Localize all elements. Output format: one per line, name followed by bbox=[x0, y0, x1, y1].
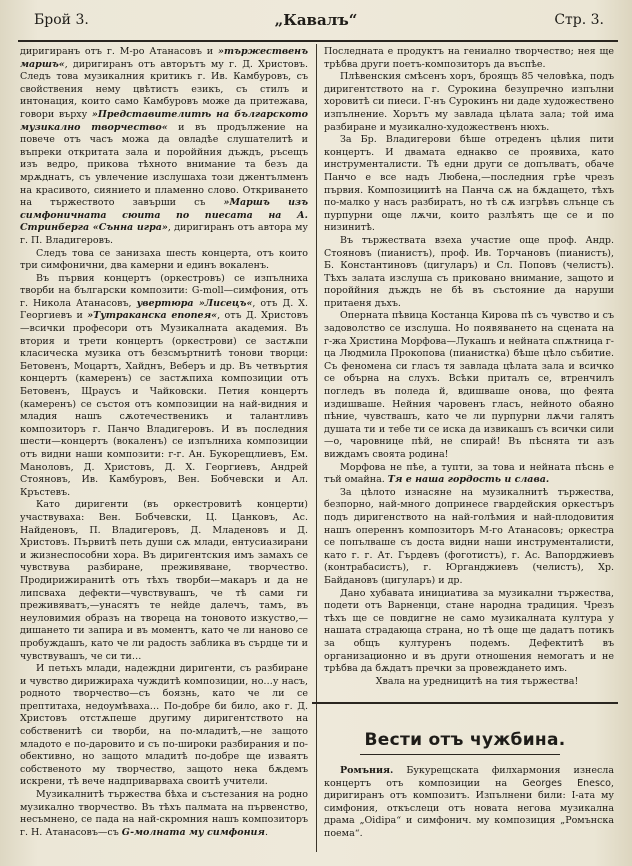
text-run: , диригиранъ отъ автора му г. П. Владигеровъ. bbox=[20, 222, 308, 246]
work-title: G-молната му симфония bbox=[121, 826, 265, 838]
paragraph: За Бр. Владигерови бѣше отреденъ цѣлия пити концертъ. И двамата еднакво се проявиха, като инструменталисти. Тѣ едни други се допълватъ, обаче Панчо е все надъ Любена,—последния грѣе чрезъ първия. Композициитѣ на Панча сѫ на бѫдащето, тѣхъ по-малко у насъ разбиратъ, но тѣ сѫ изгрѣвъ слънце съ пурпурни още лѫчи, които разлѣятъ ще се и по низинитѣ. bbox=[324, 134, 614, 234]
paragraph: Плѣвенския смѣсенъ хоръ, броящъ 85 человѣка, подъ диригентството на г. Сурокина безупречно изпълни хоровитѣ си пиеси. Г-нъ Сурокинъ ни даде художествено изпълнение. Хорътъ му завлада цѣлата зала; той има разбиране и музикално-художественъ нюхъ. bbox=[324, 71, 614, 133]
composer-name: Georges Enesco bbox=[522, 777, 611, 789]
text-run: Морфова не пѣе, а тупти, за това и нейната пѣснь е тъй омайна. bbox=[324, 461, 614, 486]
text-run: , отъ Д. Х. Георгиевъ и bbox=[20, 297, 309, 322]
lecture-title: »Представителитѣ на българското музикално творчество« bbox=[20, 108, 308, 133]
paragraph bbox=[20, 789, 308, 839]
work-title: »тържественъ маршъ« bbox=[20, 46, 308, 70]
header-rule bbox=[18, 40, 618, 42]
text-run: , диригиранъ отъ авторътъ му г. Д. Христовъ. Следъ това музикалния критикъ г. Ив. Камбуровъ, съ свойствения нему цвѣтистъ езикъ, съ стилъ и интонация, които само Камбуровъ може да притежава, говори върху bbox=[20, 58, 308, 120]
text-run: , отъ Д. Христовъ—всички професори отъ Музикалната академия. Въ втория и трети концертъ (оркестрови) се застѫпи класическа музика отъ безсмъртнитѣ тонови творци: Бетовенъ, Моцартъ, Хайднъ, Веберъ и др. Въ четвъртия концертъ (камеренъ) се застѫпиха композиции отъ Бетовенъ, Щраусъ и Чайковски. Петия концертъ (камеренъ) се състоя отъ композиции на най-видния и младия нашъ сѫотечественикъ и талантливъ композиторъ г. Панчо Владигеровъ. И въ последния шести—концертъ (вокаленъ) се изпълниха композиции отъ видни наши композити: г-г. Ан. Букорещлиевъ, Ем. Маноловъ, Д. Христовъ, Д. Х. Георгиевъ, Андрей Стояновъ, Ив. Камбуровъ, Вен. Бобчевски и Ал. Кръстевъ. bbox=[20, 310, 308, 498]
news-country: Ромъния. bbox=[340, 765, 394, 776]
work-title: »Тутраканска епопея« bbox=[87, 310, 218, 322]
left-column bbox=[20, 46, 308, 839]
closing-line: Хвала на уредницитѣ на тия тържества! bbox=[375, 675, 579, 687]
paragraph bbox=[20, 46, 308, 248]
paragraph bbox=[324, 765, 614, 841]
work-title: увертюра »Лисецъ« bbox=[136, 297, 253, 309]
paragraph: Дано хубавата инициатива за музикални тържества, подети отъ Варненци, стане народна традиция. Чрезъ тѣхъ ще се повдигне не само музикалната култура у нашата страдающа страна, но тѣ още ще дадатъ потикъ за общъ културенъ подемъ. Дефектитѣ въ организационно и въ други отношения немогатъ и не трѣбва да бѫдатъ пречки за провеждането имъ. bbox=[324, 587, 614, 675]
news-section-rule bbox=[312, 702, 618, 704]
newspaper-title: „Кавалъ“ bbox=[274, 11, 358, 29]
page-number: Стр. 3. bbox=[554, 12, 604, 28]
text-run: Музикалнитѣ тържества бѣха и състезания на родно музикално творчество. Въ тѣхъ палмата на първенство, несъмнено, се пада на най-скромния нашъ композиторъ г. Н. Атанасовъ—съ bbox=[20, 789, 308, 838]
paragraph: Следъ това се занизаха шесть концерта, отъ които три симфонични, два камерни и единъ вокаленъ. bbox=[20, 247, 308, 272]
text-run: Въ първия концертъ (оркестровъ) се изпълниха творби на български композити: G-moll—симфония, отъ г. Никола Атанасовъ, bbox=[20, 272, 308, 309]
news-item bbox=[324, 765, 614, 841]
paragraph: Като диригенти (въ оркестровитѣ концерти) участвуваха: Вен. Бобчевски, Ц. Цанковъ, Ас. Найденовъ, П. Владигеровъ, Д. Младеновъ и Д. Христовъ. Първитѣ петь души сѫ млади, ентусиазирани и жизнеспособни хора. Въ диригентския имъ замахъ се чувствува разбиране, преживяване, творчество. Продирижиранитѣ отъ тѣхъ творби—макаръ и да не липсваха дефекти—чувствувашъ, че тѣ сами ги преживяватъ,—унасятъ те нейде далечъ, тамъ, въ неуловимия образъ на твореца на тоновото изкуство,—дишането ти запира и въ моментъ, като че ли наново се пробуждашъ, като че ли радость заблика въ сърдце ти и чувствувашъ, че си ти… bbox=[20, 499, 308, 662]
emphasis-text: Тя е наша гордость и слава. bbox=[387, 474, 550, 486]
text-run: диригиранъ отъ г. М-ро Атанасовъ и bbox=[20, 46, 219, 57]
paragraph bbox=[324, 462, 614, 487]
text-run: . bbox=[264, 826, 269, 838]
paragraph: Последната е продуктъ на гениално творчество; нея ще трѣбва други поетъ-композиторъ да въспѣе. bbox=[324, 46, 614, 70]
paragraph: И петьхъ млади, надеждни диригенти, съ разбиране и чувство дирижираха чуждитѣ композиции, но…у насъ, родното творчество—съ боязнь, като че ли се прептитаха, недоумѣваха… По-добре би било, ако г. Д. Христовъ отстѫпеше другиму диригентството на собственитѣ си творби, на по-младитѣ,—не защото младото е по-даровито и съ по-широки разбирания и по-обективно, но защото младитѣ по-добре ще изваятъ собственото му творчество, защото нека бѫдемъ искрени, тѣ вече надприварваха своитѣ учители. bbox=[20, 663, 308, 788]
text-run: Букурещската филхармония изнесла концертъ отъ композиции на bbox=[324, 765, 614, 789]
page-header bbox=[0, 0, 632, 42]
issue-number: Брой 3. bbox=[34, 12, 89, 28]
news-title-underline bbox=[360, 754, 560, 755]
paragraph: За цѣлото изнасяне на музикалнитѣ тържества, безпорно, най-много допринесе гвардейския оркестъръ подъ диригенството на най-голѣмия и най-плодовития нашъ опереннъ композиторъ М-го Атанасовъ; оркестра се попълваше съ доста видни наши инструменталисти, като г. г. Ат. Гърдевъ (фоготистъ), г. Ас. Вапорджиевъ (контрабасистъ), г. Юрганджиевъ (челистъ), Хр. Байдановъ (цигуларъ) и др. bbox=[324, 486, 614, 586]
paragraph bbox=[20, 273, 308, 500]
text-run: и въ продължение на повече отъ часъ можа да овладѣе слушателитѣ и въпреки откритата зала и пороййния дъждъ, ръсещъ изъ ведро, прикова тѣхното внимание та безъ да мрѫднатъ, съ увлечение изслушаха този джентълменъ на красивото, сиянието и пламенно слово. Откриването на тържеството завърши съ bbox=[20, 121, 308, 209]
work-title: »Маршъ изъ симфоничната сюита по пиесата на А. Стринберга «Сънна игра» bbox=[20, 197, 308, 234]
text-run: , диригиранъ отъ композитъ. Изпълнени били: I-ата му симфония, откъслеци отъ новата негова музикална драма „Oidipa“ и симфонич. му композиция „Ромънска поема“. bbox=[324, 777, 614, 839]
paragraph: Въ тържествата взеха участие още проф. Андр. Стояновъ (пианистъ), проф. Ив. Торчановъ (пианистъ), Б. Константиновъ (цигуларъ) и Сл. Поповъ (челистъ). Тѣхъ залата изслуша съ приковано внимание, защото и пороййния дъждъ не бѣ въ състояние да наруши притаеня дъхъ. bbox=[324, 234, 614, 309]
right-column bbox=[324, 46, 614, 688]
news-section-title: Вести отъ чужбина. bbox=[364, 730, 566, 750]
paragraph: Оперната пѣвица Костанца Кирова пѣ съ чувство и съ задоволство се изслуша. Но появяването на сцената на г-жа Христина Морфова—Лукашъ и нейната спѫтница г-ца Людмила Прокопова (пианистка) бѣше цѣло събитие. Съ феномена си гласъ тя завлада цѣлата зала и всичко се обърна на слухъ. Всѣки приталъ се, втренчилъ погледъ въ поледа й, вдишваше онова, що феята издишваше. Нейния чаровенъ гласъ, нейното обаяно пѣние, чувствашъ, като че ли пурпурни лѫчи галятъ душата ти и тебе ти се иска да извикашъ съ всички сили—о, чаровнице пѣй, не спирай! Въ пѣснята ти азъ виждамъ своята родина! bbox=[324, 310, 614, 460]
